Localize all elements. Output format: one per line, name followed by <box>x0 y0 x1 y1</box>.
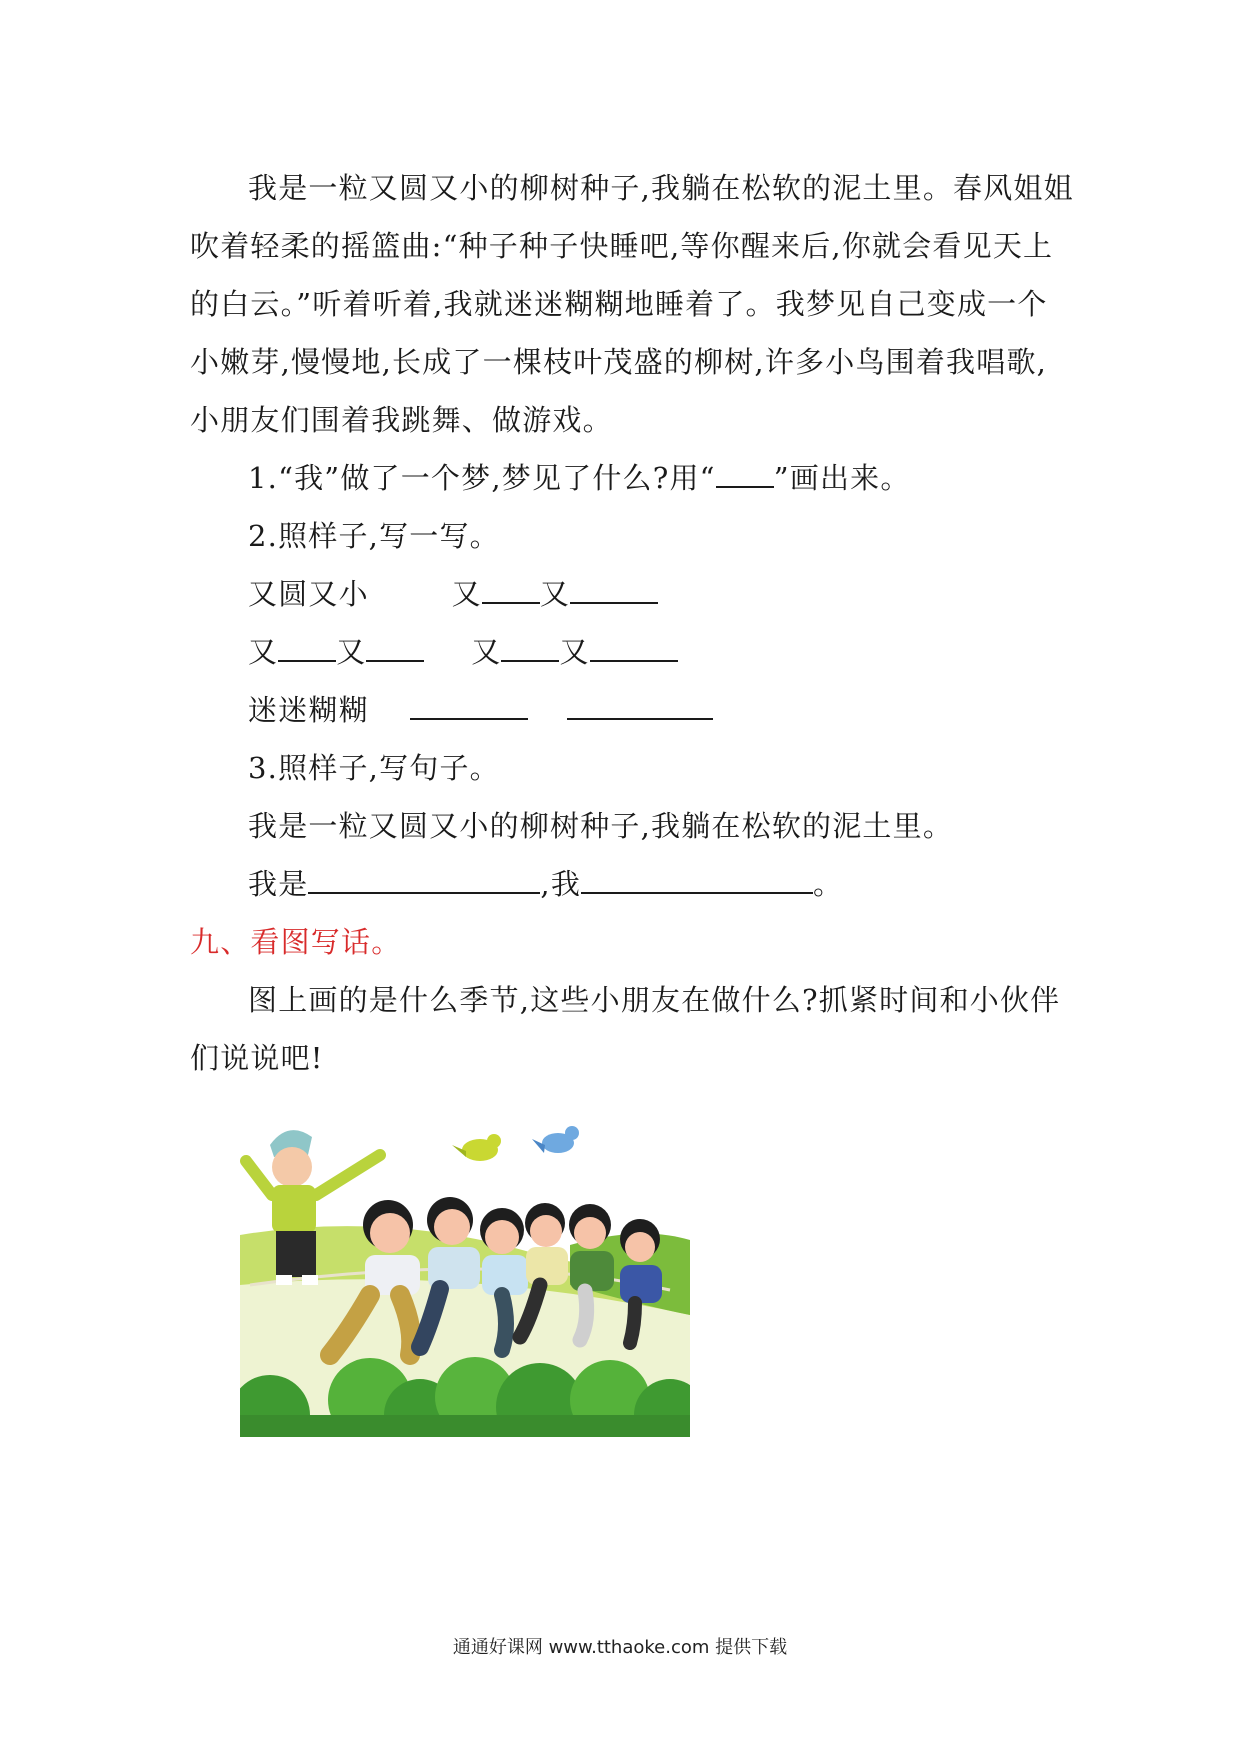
section-9-heading: 九、看图写话。 <box>190 925 402 959</box>
section-9-prompt-line-2: 们说说吧! <box>190 1041 324 1075</box>
question-3-answer-row <box>248 864 843 904</box>
answer-blank[interactable] <box>482 574 540 604</box>
answer-blank[interactable] <box>570 574 658 604</box>
question-3-example: 我是一粒又圆又小的柳树种子,我躺在松软的泥土里。 <box>248 809 954 843</box>
footer-credit: 通通好课网 www.tthaoke.com 提供下载 <box>452 1637 788 1658</box>
answer-blank[interactable] <box>308 864 540 894</box>
comma-wo-text: ,我 <box>540 867 582 901</box>
example-you-yuan-you-xiao: 又圆又小 <box>248 577 369 611</box>
question-3-title: 3.照样子,写句子。 <box>248 751 500 785</box>
tug-of-war-illustration <box>240 1115 690 1437</box>
passage-line-2: 吹着轻柔的摇篮曲:“种子种子快睡吧,等你醒来后,你就会看见天上 <box>190 229 1054 263</box>
question-2-title: 2.照样子,写一写。 <box>248 519 500 553</box>
answer-blank[interactable] <box>278 632 336 662</box>
period-text: 。 <box>813 867 844 901</box>
tug-of-war-picture <box>240 1115 690 1437</box>
wo-shi-text: 我是 <box>248 867 309 901</box>
you-char: 又 <box>336 635 367 669</box>
passage-line-1: 我是一粒又圆又小的柳树种子,我躺在松软的泥土里。春风姐姐 <box>248 171 1074 205</box>
question-2-row-2 <box>248 632 678 672</box>
you-char: 又 <box>471 635 502 669</box>
question-1-underline-sample <box>716 458 774 488</box>
answer-blank[interactable] <box>366 632 424 662</box>
passage-line-3: 的白云。”听着听着,我就迷迷糊糊地睡着了。我梦见自己变成一个 <box>190 287 1048 321</box>
section-9-prompt-line-1: 图上画的是什么季节,这些小朋友在做什么?抓紧时间和小伙伴 <box>248 983 1061 1017</box>
answer-blank[interactable] <box>501 632 559 662</box>
you-char: 又 <box>539 577 571 611</box>
question-2-row-3 <box>248 690 713 730</box>
question-1 <box>248 458 911 498</box>
answer-blank[interactable] <box>410 690 528 720</box>
answer-blank[interactable] <box>567 690 713 720</box>
you-char: 又 <box>248 635 279 669</box>
answer-blank[interactable] <box>590 632 678 662</box>
question-1-text: 1.“我”做了一个梦,梦见了什么?用“ <box>248 461 716 495</box>
passage-line-4: 小嫩芽,慢慢地,长成了一棵枝叶茂盛的柳树,许多小鸟围着我唱歌, <box>190 345 1048 379</box>
you-char: 又 <box>451 577 482 611</box>
you-char: 又 <box>559 635 590 669</box>
question-1-text-end: ”画出来。 <box>773 461 911 495</box>
example-mi-mi-hu-hu: 迷迷糊糊 <box>248 693 369 727</box>
question-2-row-1 <box>248 574 658 614</box>
answer-blank[interactable] <box>581 864 813 894</box>
passage-line-5: 小朋友们围着我跳舞、做游戏。 <box>190 403 613 437</box>
